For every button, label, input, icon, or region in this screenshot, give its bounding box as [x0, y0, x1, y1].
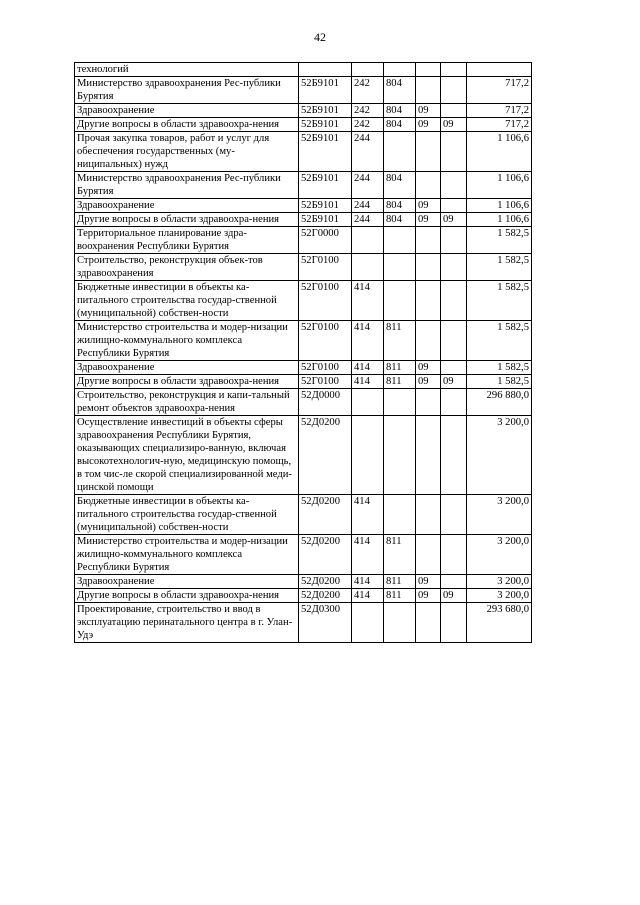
row-code-cell: 52Г0100: [299, 361, 352, 375]
row-subsection-cell: 09: [441, 375, 467, 389]
table-row: [75, 575, 532, 589]
row-name-cell: Здравоохранение: [75, 361, 299, 375]
row-subsection-cell: 09: [441, 589, 467, 603]
row-subsection-cell: [441, 254, 467, 281]
row-subsection-cell: [441, 77, 467, 104]
row-expense-type-cell: [352, 416, 384, 495]
row-department-cell: 811: [384, 361, 416, 375]
row-expense-type-cell: [352, 389, 384, 416]
row-amount-cell: 1 106,6: [467, 132, 532, 172]
row-subsection-cell: [441, 281, 467, 321]
table-row: [75, 321, 532, 361]
row-amount-cell: 3 200,0: [467, 535, 532, 575]
row-department-cell: 811: [384, 535, 416, 575]
row-section-cell: [416, 132, 441, 172]
row-name-cell: Другие вопросы в области здравоохра-нения: [75, 213, 299, 227]
table-row: [75, 589, 532, 603]
row-department-cell: [384, 603, 416, 643]
row-code-cell: 52Б9101: [299, 132, 352, 172]
row-expense-type-cell: [352, 603, 384, 643]
row-subsection-cell: [441, 389, 467, 416]
row-name-cell: Прочая закупка товаров, работ и услуг для обеспечения государственных (му-ниципальных) нужд: [75, 132, 299, 172]
row-code-cell: 52Д0200: [299, 495, 352, 535]
row-amount-cell: 1 582,5: [467, 321, 532, 361]
row-section-cell: 09: [416, 361, 441, 375]
table-body: [75, 63, 532, 643]
row-section-cell: [416, 254, 441, 281]
row-expense-type-cell: 414: [352, 495, 384, 535]
row-amount-cell: 3 200,0: [467, 416, 532, 495]
row-amount-cell: 3 200,0: [467, 495, 532, 535]
row-code-cell: 52Б9101: [299, 77, 352, 104]
row-name-cell: Другие вопросы в области здравоохра-нения: [75, 118, 299, 132]
table-row: [75, 281, 532, 321]
row-subsection-cell: [441, 495, 467, 535]
row-amount-cell: [467, 63, 532, 77]
row-subsection-cell: [441, 575, 467, 589]
table-row: [75, 132, 532, 172]
row-code-cell: 52Б9101: [299, 172, 352, 199]
row-name-cell: Министерство строительства и модер-низации жилищно-коммунального комплекса Республики Бурятия: [75, 535, 299, 575]
table-row: [75, 603, 532, 643]
row-department-cell: [384, 281, 416, 321]
row-amount-cell: 296 880,0: [467, 389, 532, 416]
row-code-cell: 52Д0200: [299, 575, 352, 589]
row-expense-type-cell: 414: [352, 281, 384, 321]
row-code-cell: 52Б9101: [299, 213, 352, 227]
row-name-cell: технологий: [75, 63, 299, 77]
row-expense-type-cell: 242: [352, 104, 384, 118]
row-amount-cell: 3 200,0: [467, 589, 532, 603]
row-code-cell: 52Д0300: [299, 603, 352, 643]
row-section-cell: 09: [416, 118, 441, 132]
row-department-cell: [384, 416, 416, 495]
row-subsection-cell: [441, 321, 467, 361]
row-section-cell: [416, 321, 441, 361]
row-name-cell: Другие вопросы в области здравоохра-нения: [75, 589, 299, 603]
row-name-cell: Проектирование, строительство и ввод в эксплуатацию перинатального центра в г. Улан-Удэ: [75, 603, 299, 643]
row-department-cell: 811: [384, 321, 416, 361]
table-row: [75, 77, 532, 104]
row-expense-type-cell: 242: [352, 77, 384, 104]
row-expense-type-cell: 414: [352, 361, 384, 375]
row-name-cell: Бюджетные инвестиции в объекты ка-питального строительства государ-ственной (муниципальной) собствен-ности: [75, 495, 299, 535]
row-amount-cell: 1 106,6: [467, 172, 532, 199]
row-department-cell: [384, 132, 416, 172]
row-department-cell: [384, 63, 416, 77]
table-row: [75, 389, 532, 416]
table-row: [75, 495, 532, 535]
row-expense-type-cell: [352, 63, 384, 77]
table-row: [75, 254, 532, 281]
table-row: [75, 104, 532, 118]
row-section-cell: 09: [416, 104, 441, 118]
row-name-cell: Осуществление инвестиций в объекты сферы здравоохранения Республики Бурятия, оказывающих специализиро-ванную, включая высокотехнологич-ную, медицинскую помощь, в том чис-ле скорой специализированной меди-цинской помощи: [75, 416, 299, 495]
row-expense-type-cell: 414: [352, 589, 384, 603]
row-section-cell: [416, 603, 441, 643]
row-amount-cell: 1 582,5: [467, 254, 532, 281]
table-row: [75, 375, 532, 389]
row-expense-type-cell: 414: [352, 321, 384, 361]
row-amount-cell: 717,2: [467, 77, 532, 104]
row-section-cell: 09: [416, 375, 441, 389]
row-expense-type-cell: 244: [352, 213, 384, 227]
row-code-cell: 52Б9101: [299, 199, 352, 213]
row-name-cell: Министерство здравоохранения Рес-публики Бурятия: [75, 77, 299, 104]
row-subsection-cell: [441, 227, 467, 254]
row-expense-type-cell: 244: [352, 172, 384, 199]
table-row: [75, 213, 532, 227]
row-section-cell: [416, 389, 441, 416]
row-department-cell: 811: [384, 375, 416, 389]
row-section-cell: 09: [416, 199, 441, 213]
row-code-cell: 52Д0200: [299, 416, 352, 495]
row-section-cell: 09: [416, 213, 441, 227]
row-code-cell: 52Б9101: [299, 104, 352, 118]
table-row: [75, 535, 532, 575]
row-code-cell: 52Г0100: [299, 254, 352, 281]
table-row: [75, 118, 532, 132]
row-name-cell: Другие вопросы в области здравоохра-нения: [75, 375, 299, 389]
row-department-cell: [384, 227, 416, 254]
budget-table: [74, 62, 532, 643]
page-number: 42: [314, 30, 326, 44]
row-amount-cell: 1 582,5: [467, 375, 532, 389]
row-subsection-cell: [441, 104, 467, 118]
row-subsection-cell: 09: [441, 118, 467, 132]
row-subsection-cell: [441, 361, 467, 375]
row-amount-cell: 1 582,5: [467, 227, 532, 254]
row-section-cell: [416, 281, 441, 321]
row-expense-type-cell: 414: [352, 375, 384, 389]
row-amount-cell: 1 582,5: [467, 361, 532, 375]
row-subsection-cell: [441, 603, 467, 643]
row-code-cell: 52Г0100: [299, 281, 352, 321]
row-code-cell: 52Д0000: [299, 389, 352, 416]
row-section-cell: [416, 535, 441, 575]
row-amount-cell: 1 582,5: [467, 281, 532, 321]
row-section-cell: [416, 77, 441, 104]
row-department-cell: [384, 495, 416, 535]
row-section-cell: [416, 63, 441, 77]
row-expense-type-cell: 242: [352, 118, 384, 132]
row-name-cell: Министерство строительства и модер-низации жилищно-коммунального комплекса Республики Бурятия: [75, 321, 299, 361]
row-department-cell: 804: [384, 104, 416, 118]
row-amount-cell: 293 680,0: [467, 603, 532, 643]
row-expense-type-cell: 244: [352, 132, 384, 172]
row-department-cell: 811: [384, 589, 416, 603]
table-row: [75, 361, 532, 375]
row-subsection-cell: [441, 416, 467, 495]
row-name-cell: Здравоохранение: [75, 104, 299, 118]
row-amount-cell: 1 106,6: [467, 199, 532, 213]
row-name-cell: Здравоохранение: [75, 199, 299, 213]
row-expense-type-cell: [352, 227, 384, 254]
table-row: [75, 199, 532, 213]
row-code-cell: [299, 63, 352, 77]
row-name-cell: Министерство здравоохранения Рес-публики Бурятия: [75, 172, 299, 199]
row-section-cell: [416, 495, 441, 535]
row-department-cell: [384, 389, 416, 416]
row-name-cell: Территориальное планирование здра-воохранения Республики Бурятия: [75, 227, 299, 254]
row-department-cell: 811: [384, 575, 416, 589]
row-amount-cell: 717,2: [467, 118, 532, 132]
table-row: [75, 63, 532, 77]
row-name-cell: Бюджетные инвестиции в объекты ка-питального строительства государ-ственной (муниципальной) собствен-ности: [75, 281, 299, 321]
row-section-cell: [416, 227, 441, 254]
row-section-cell: 09: [416, 589, 441, 603]
table-row: [75, 172, 532, 199]
row-subsection-cell: 09: [441, 213, 467, 227]
row-code-cell: 52Г0100: [299, 375, 352, 389]
row-department-cell: 804: [384, 77, 416, 104]
row-department-cell: 804: [384, 118, 416, 132]
row-section-cell: [416, 416, 441, 495]
row-name-cell: Здравоохранение: [75, 575, 299, 589]
row-amount-cell: 717,2: [467, 104, 532, 118]
row-code-cell: 52Д0200: [299, 589, 352, 603]
row-subsection-cell: [441, 132, 467, 172]
row-section-cell: 09: [416, 575, 441, 589]
row-expense-type-cell: 414: [352, 535, 384, 575]
row-expense-type-cell: 244: [352, 199, 384, 213]
row-department-cell: [384, 254, 416, 281]
row-name-cell: Строительство, реконструкция объек-тов здравоохранения: [75, 254, 299, 281]
row-amount-cell: 3 200,0: [467, 575, 532, 589]
row-department-cell: 804: [384, 213, 416, 227]
row-subsection-cell: [441, 172, 467, 199]
row-amount-cell: 1 106,6: [467, 213, 532, 227]
row-code-cell: 52Г0000: [299, 227, 352, 254]
row-subsection-cell: [441, 63, 467, 77]
table-row: [75, 416, 532, 495]
row-code-cell: 52Д0200: [299, 535, 352, 575]
row-code-cell: 52Б9101: [299, 118, 352, 132]
row-subsection-cell: [441, 199, 467, 213]
row-expense-type-cell: [352, 254, 384, 281]
row-expense-type-cell: 414: [352, 575, 384, 589]
row-department-cell: 804: [384, 172, 416, 199]
row-department-cell: 804: [384, 199, 416, 213]
row-name-cell: Строительство, реконструкция и капи-тальный ремонт объектов здравоохра-нения: [75, 389, 299, 416]
table-row: [75, 227, 532, 254]
row-subsection-cell: [441, 535, 467, 575]
row-code-cell: 52Г0100: [299, 321, 352, 361]
row-section-cell: [416, 172, 441, 199]
